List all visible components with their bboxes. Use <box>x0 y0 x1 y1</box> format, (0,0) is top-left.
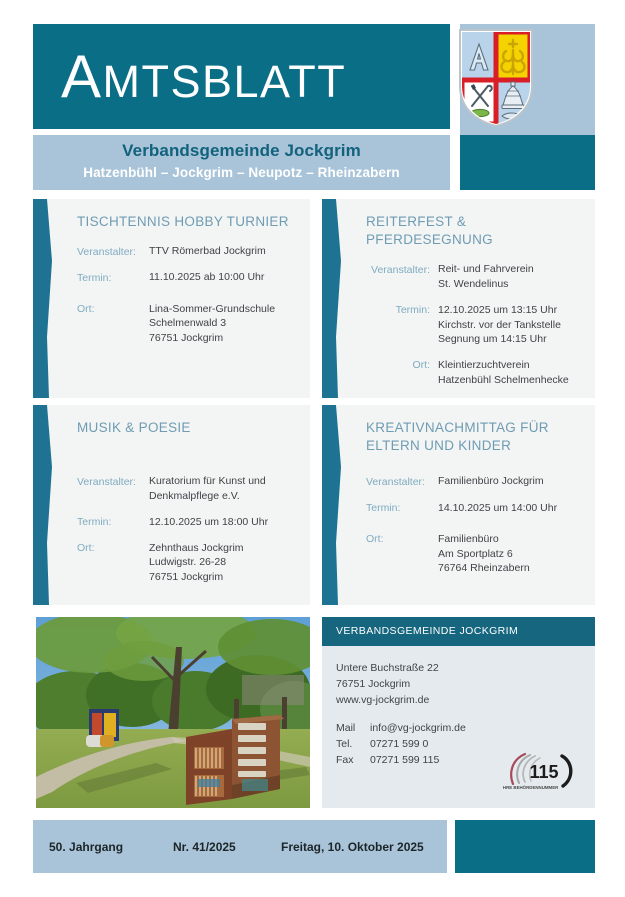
masthead-title-bar <box>33 24 450 129</box>
text-line: Schelmenwald 3 <box>149 317 227 330</box>
text-line: Reit- und Fahrverein <box>438 263 534 276</box>
date-label: Termin: <box>366 502 401 515</box>
text-line: TTV Römerbad Jockgrim <box>149 245 266 258</box>
organizer-label: Veranstalter: <box>371 263 430 276</box>
organizer-value <box>149 244 300 259</box>
location-label: Ort: <box>412 359 430 372</box>
volume-number: 50. Jahrgang <box>49 839 124 854</box>
location-label: Ort: <box>77 303 95 316</box>
organizer-label: Veranstalter: <box>366 475 425 488</box>
issue-info-bar <box>33 820 447 873</box>
mail-value[interactable]: info@vg-jockgrim.de <box>370 722 466 735</box>
address-line: Untere Buchstraße 22 <box>336 662 439 674</box>
text-line: Familienbüro Jockgrim <box>438 475 544 488</box>
text-line: 76751 Jockgrim <box>149 331 224 344</box>
event-location-row <box>77 302 300 346</box>
event-date-row <box>77 515 300 530</box>
contact-details <box>336 661 466 769</box>
issue-number: Nr. 41/2025 <box>173 839 236 854</box>
page-title-rest: MTSBLATT <box>102 55 347 107</box>
park-photo <box>36 617 310 808</box>
phone-row <box>336 737 466 753</box>
date-value <box>149 515 300 530</box>
text-line: Denkmalpflege e.V. <box>149 489 240 502</box>
logo-number: 115 <box>529 762 559 782</box>
text-line: 12.10.2025 um 18:00 Uhr <box>149 515 269 528</box>
contact-card <box>322 617 595 808</box>
event-title: REITERFEST & PFERDESEGNUNG <box>366 214 493 248</box>
issue-date: Freitag, 10. Oktober 2025 <box>281 839 424 854</box>
date-label: Termin: <box>395 304 430 317</box>
date-value <box>149 270 300 285</box>
text-line: Am Sportplatz 6 <box>438 547 513 560</box>
location-value <box>438 358 585 387</box>
event-location-row <box>366 532 585 576</box>
card-accent-shape <box>33 405 55 605</box>
organizer-label: Veranstalter: <box>77 245 136 258</box>
location-label: Ort: <box>77 542 95 555</box>
logo-caption: IHRE BEHÖRDENNUMMER <box>503 785 559 790</box>
event-card[interactable] <box>322 199 595 398</box>
fax-value: 07271 599 115 <box>370 753 440 766</box>
date-value <box>438 303 585 347</box>
event-title: MUSIK & POESIE <box>77 420 191 435</box>
text-line: 14.10.2025 um 14:00 Uhr <box>438 501 558 514</box>
text-line: 76764 Rheinzabern <box>438 562 530 575</box>
organizer-label: Veranstalter: <box>77 475 136 488</box>
card-accent-shape <box>322 405 344 605</box>
page-title <box>61 42 347 110</box>
mail-row <box>336 721 466 737</box>
text-line: Zehnthaus Jockgrim <box>149 541 244 554</box>
location-value <box>438 532 585 576</box>
text-line: Hatzenbühl Schelmenhecke <box>438 373 569 386</box>
text-line: St. Wendelinus <box>438 278 509 291</box>
fax-row <box>336 753 466 769</box>
event-organizer-row <box>366 262 585 291</box>
mail-label: Mail <box>336 722 356 735</box>
event-date-row <box>366 303 585 347</box>
event-location-row <box>366 358 585 387</box>
text-line: Segnung um 14:15 Uhr <box>438 333 547 346</box>
event-location-row <box>77 541 300 585</box>
date-value <box>438 501 585 516</box>
event-title: KREATIVNACHMITTAG FÜR ELTERN UND KINDER <box>366 420 549 454</box>
date-label: Termin: <box>77 516 112 529</box>
contact-channels <box>336 721 466 768</box>
text-line: Familienbüro <box>438 532 499 545</box>
event-card[interactable] <box>33 199 310 398</box>
event-organizer-row <box>77 474 300 503</box>
card-accent-shape <box>322 199 344 398</box>
masthead-subtitle-bar <box>33 135 450 190</box>
location-value <box>149 541 300 585</box>
location-label: Ort: <box>366 533 384 546</box>
coat-of-arms-icon <box>458 28 534 128</box>
organizer-value <box>438 262 585 291</box>
text-line: Kirchstr. vor der Tankstelle <box>438 318 561 331</box>
card-accent-shape <box>33 199 55 398</box>
event-organizer-row <box>366 474 585 489</box>
text-line: Kleintierzuchtverein <box>438 358 530 371</box>
address-line: 76751 Jockgrim <box>336 677 411 690</box>
event-title: TISCHTENNIS HOBBY TURNIER <box>77 214 289 229</box>
event-date-row <box>77 270 300 285</box>
event-date-row <box>366 501 585 516</box>
text-line: Kuratorium für Kunst und <box>149 475 266 488</box>
page-title-initial: A <box>61 42 103 110</box>
event-card[interactable] <box>33 405 310 605</box>
event-card[interactable] <box>322 405 595 605</box>
text-line: 12.10.2025 um 13:15 Uhr <box>438 303 558 316</box>
organizer-value <box>438 474 585 489</box>
phone-value: 07271 599 0 <box>370 738 429 750</box>
crest-background-panel-lower <box>460 135 595 190</box>
text-line: Ludwigstr. 26-28 <box>149 556 227 569</box>
behoerdennummer-115-logo-icon <box>503 750 581 792</box>
municipality-name: Verbandsgemeinde Jockgrim <box>122 141 361 160</box>
text-line: 11.10.2025 ab 10:00 Uhr <box>149 271 265 284</box>
fax-label: Fax <box>336 753 354 766</box>
date-label: Termin: <box>77 271 112 284</box>
location-value <box>149 302 300 346</box>
bottom-teal-block <box>455 820 595 873</box>
phone-label: Tel. <box>336 738 353 750</box>
website-link[interactable]: www.vg-jockgrim.de <box>336 693 430 706</box>
municipality-list: Hatzenbühl – Jockgrim – Neupotz – Rheinzabern <box>83 164 400 180</box>
organizer-value <box>149 474 300 503</box>
text-line: Lina-Sommer-Grundschule <box>149 302 276 315</box>
event-organizer-row <box>77 244 300 259</box>
contact-heading: VERBANDSGEMEINDE JOCKGRIM <box>336 625 519 637</box>
text-line: 76751 Jockgrim <box>149 571 224 584</box>
